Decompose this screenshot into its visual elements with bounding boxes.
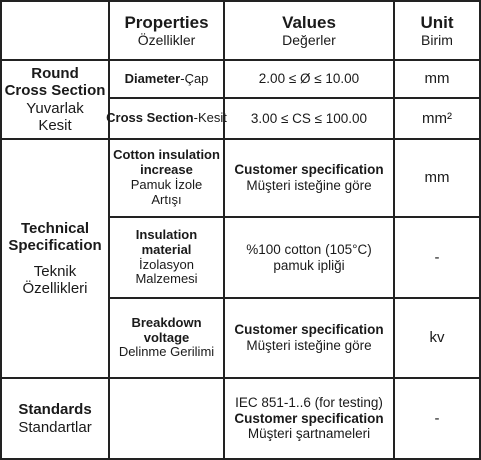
section-technical-title-tr-1: Teknik — [33, 262, 77, 280]
diameter-tr: Çap — [184, 70, 209, 86]
row-cross-section-unit: mm² — [422, 109, 452, 127]
row-cross-section-value: 3.00 ≤ CS ≤ 100.00 — [250, 110, 368, 126]
cross-section-tr: Kesit — [197, 110, 227, 126]
row-insulation-material-unit: - — [434, 248, 440, 266]
insulation-material-en: Insulation material — [135, 226, 198, 257]
row-breakdown-voltage-value — [225, 299, 393, 377]
section-technical-title-en-2: Specification — [8, 237, 102, 255]
row-standards-unit: - — [434, 409, 440, 427]
row-cotton-insulation-property — [110, 140, 223, 216]
row-cotton-insulation-unit: mm — [424, 169, 450, 187]
row-cotton-insulation-value — [225, 140, 393, 216]
standards-value-3: Müşteri şartnameleri — [247, 426, 371, 442]
cotton-insulation-tr-2: Artışı — [151, 191, 182, 207]
row-diameter-unit: mm — [424, 70, 450, 88]
header-unit-tr: Birim — [421, 32, 453, 49]
diameter-sep: - — [180, 70, 185, 86]
row-insulation-material-property — [110, 218, 223, 297]
section-round-title-tr-2: Kesit — [38, 116, 72, 134]
breakdown-voltage-value-en: Customer specification — [234, 322, 384, 338]
diameter-en: Diameter — [124, 70, 181, 86]
section-standards-title-en: Standards — [18, 401, 92, 419]
section-technical — [2, 140, 108, 377]
header-values-tr: Değerler — [282, 32, 336, 49]
header-unit-en: Unit — [420, 12, 454, 32]
row-breakdown-voltage-property — [110, 299, 223, 377]
cotton-insulation-value-tr: Müşteri isteğine göre — [246, 178, 372, 193]
insulation-material-tr-1: İzolasyon — [139, 256, 194, 272]
section-round — [2, 61, 108, 138]
insulation-material-value-2: pamuk ipliği — [273, 257, 345, 273]
cotton-insulation-value-en: Customer specification — [234, 162, 384, 178]
header-properties-tr: Özellikler — [137, 32, 196, 49]
insulation-material-value-1: %100 cotton (105°C) — [246, 241, 372, 257]
row-cross-section-property — [106, 99, 227, 138]
breakdown-voltage-tr: Delinme Gerilimi — [118, 344, 215, 360]
standards-value-1: IEC 851-1..6 (for testing) — [235, 395, 383, 411]
row-insulation-material-value — [225, 218, 393, 297]
breakdown-voltage-value-tr: Müşteri isteğine göre — [246, 338, 372, 353]
section-technical-title-tr-2: Özellikleri — [22, 279, 88, 297]
section-round-title-en-1: Round — [31, 65, 79, 82]
standards-value-2: Customer specification — [234, 410, 384, 426]
section-round-title-en-2: Cross Section — [4, 82, 106, 100]
breakdown-voltage-en: Breakdown voltage — [131, 314, 202, 345]
section-technical-title-en-1: Technical — [20, 220, 90, 237]
header-properties — [110, 2, 223, 59]
section-standards-title-tr: Standartlar — [18, 418, 92, 436]
header-values — [225, 2, 393, 59]
section-standards — [2, 379, 108, 458]
cross-section-sep: - — [193, 110, 198, 126]
row-diameter-property — [110, 61, 223, 97]
header-properties-en: Properties — [124, 12, 209, 32]
row-breakdown-voltage-unit: kv — [429, 329, 445, 347]
cotton-insulation-tr-1: Pamuk İzole — [130, 177, 203, 192]
cotton-insulation-en-1: Cotton insulation — [113, 147, 220, 163]
row-standards-value — [225, 379, 393, 458]
row-diameter-value: 2.00 ≤ Ø ≤ 10.00 — [258, 71, 360, 87]
cross-section-en: Cross Section — [106, 110, 194, 126]
insulation-material-tr-2: Malzemesi — [135, 271, 198, 287]
cotton-insulation-en-2: increase — [140, 162, 193, 178]
section-round-title-tr-1: Yuvarlak — [26, 99, 84, 117]
header-unit — [395, 2, 479, 59]
header-values-en: Values — [282, 12, 336, 32]
